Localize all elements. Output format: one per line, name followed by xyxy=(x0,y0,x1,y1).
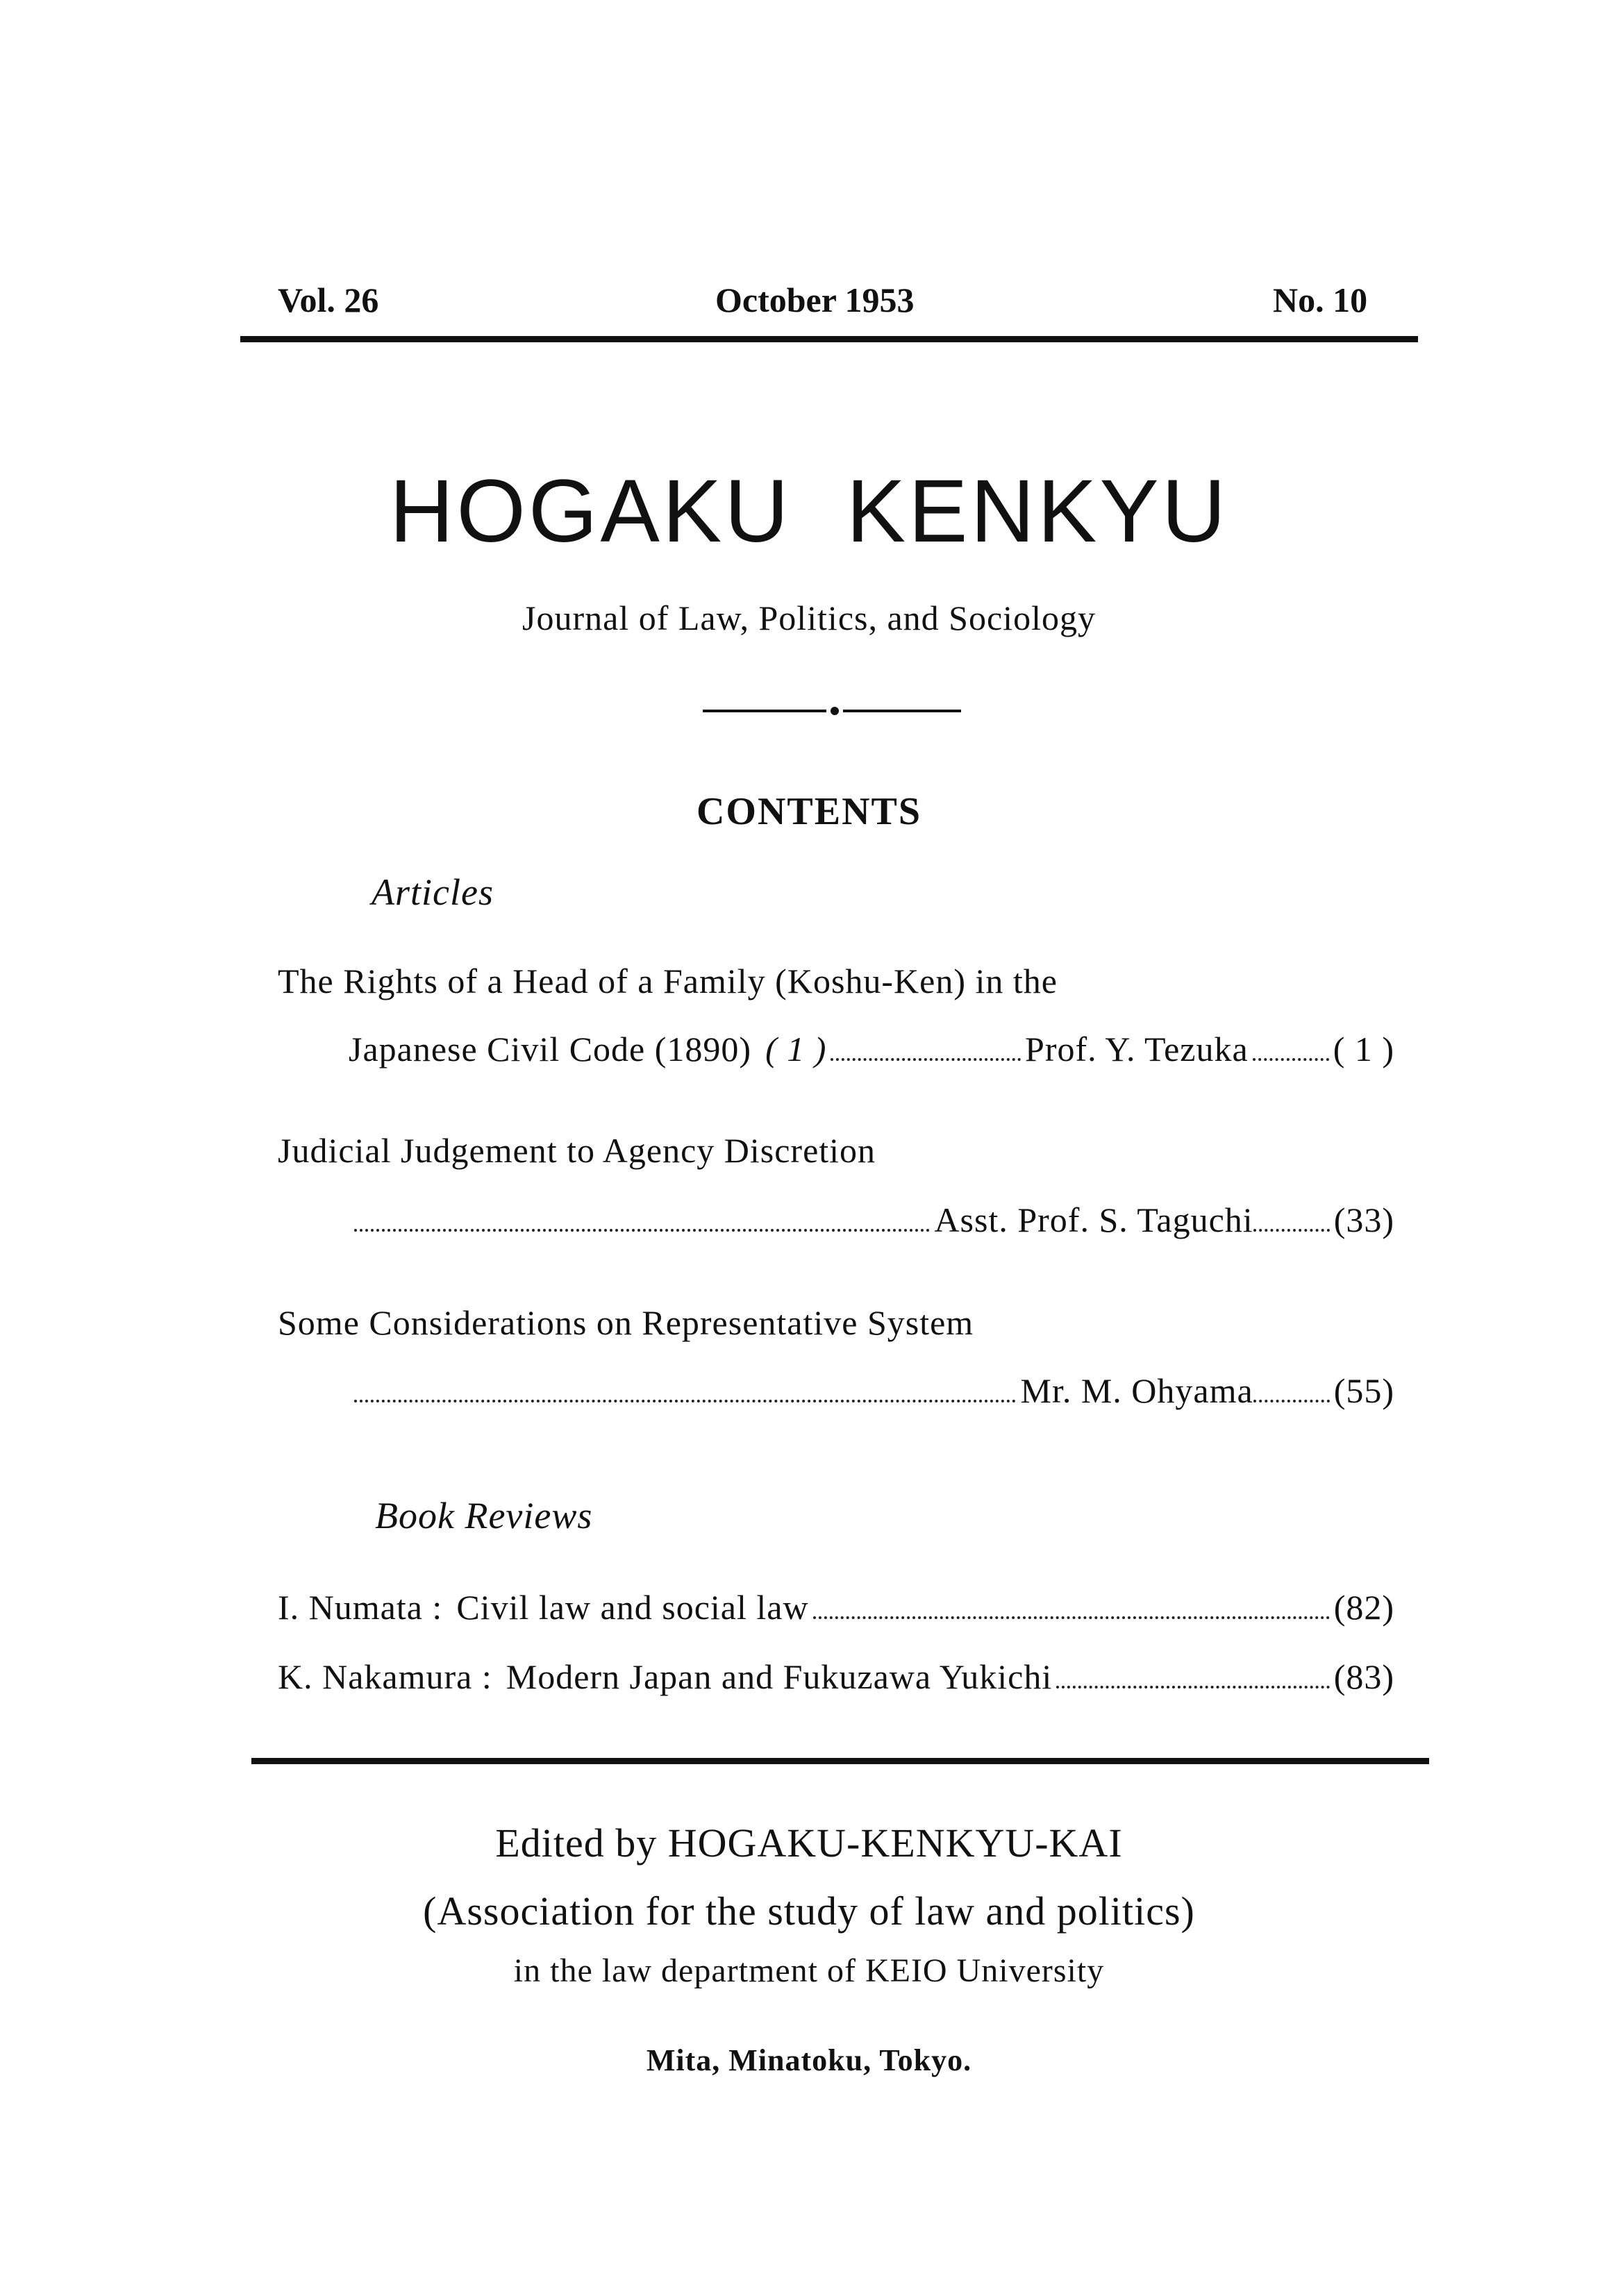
dot-leader xyxy=(354,1400,1016,1402)
footer-rule xyxy=(251,1758,1429,1764)
header-rule xyxy=(240,336,1418,342)
article-1-part: ( 1 ) xyxy=(765,1030,827,1069)
review-2-title: Modern Japan and Fukuzawa Yukichi xyxy=(506,1657,1053,1696)
article-2-page: (33) xyxy=(1333,1200,1394,1239)
ornament-dot xyxy=(831,707,839,715)
article-1-page: ( 1 ) xyxy=(1333,1030,1394,1069)
dot-leader xyxy=(813,1616,1330,1619)
article-2-toc-row xyxy=(354,1198,1394,1241)
article-3-title: Some Considerations on Representative System xyxy=(278,1303,974,1342)
edited-by: Edited by HOGAKU-KENKYU-KAI xyxy=(495,1820,1123,1866)
article-1-title-line2: Japanese Civil Code (1890) xyxy=(349,1030,752,1069)
review-1-author: I. Numata : xyxy=(278,1588,443,1627)
review-1-row xyxy=(278,1586,1394,1629)
review-2-row xyxy=(278,1655,1394,1698)
journal-title: HOGAKU KENKYU xyxy=(389,462,1229,561)
articles-heading: Articles xyxy=(372,871,494,913)
contents-heading: CONTENTS xyxy=(696,790,922,833)
ornament-right-line xyxy=(843,710,961,712)
article-3-author: Mr. M. Ohyama xyxy=(1020,1371,1253,1410)
ornament-left-line xyxy=(703,710,826,712)
dot-leader xyxy=(1253,1400,1330,1402)
article-3-toc-row xyxy=(354,1369,1394,1412)
issue-date: October 1953 xyxy=(715,280,915,319)
review-1-page: (82) xyxy=(1333,1588,1394,1627)
dot-leader xyxy=(354,1229,930,1232)
journal-subtitle: Journal of Law, Politics, and Sociology xyxy=(522,598,1096,637)
dot-leader xyxy=(831,1058,1021,1061)
review-2-author: K. Nakamura : xyxy=(278,1657,492,1696)
department-line: in the law department of KEIO University xyxy=(513,1952,1105,1989)
review-1-title: Civil law and social law xyxy=(456,1588,809,1627)
dot-leader xyxy=(1253,1058,1329,1061)
book-reviews-heading: Book Reviews xyxy=(375,1495,593,1536)
article-2-author: Asst. Prof. S. Taguchi xyxy=(934,1200,1253,1239)
article-1-author: Prof. Y. Tezuka xyxy=(1025,1030,1249,1069)
article-1-title-line1: The Rights of a Head of a Family (Koshu-Ken) in the xyxy=(278,962,1058,1000)
address-line: Mita, Minatoku, Tokyo. xyxy=(646,2043,972,2077)
dot-leader xyxy=(1056,1686,1329,1689)
issue-number: No. 10 xyxy=(1273,280,1368,319)
volume-label: Vol. 26 xyxy=(278,280,379,319)
article-2-title: Judicial Judgement to Agency Discretion xyxy=(278,1131,876,1170)
article-3-page: (55) xyxy=(1333,1371,1394,1410)
review-2-page: (83) xyxy=(1333,1657,1394,1696)
dot-leader xyxy=(1253,1229,1330,1232)
article-1-toc-row xyxy=(349,1028,1394,1071)
association-name: (Association for the study of law and politics) xyxy=(423,1888,1195,1934)
